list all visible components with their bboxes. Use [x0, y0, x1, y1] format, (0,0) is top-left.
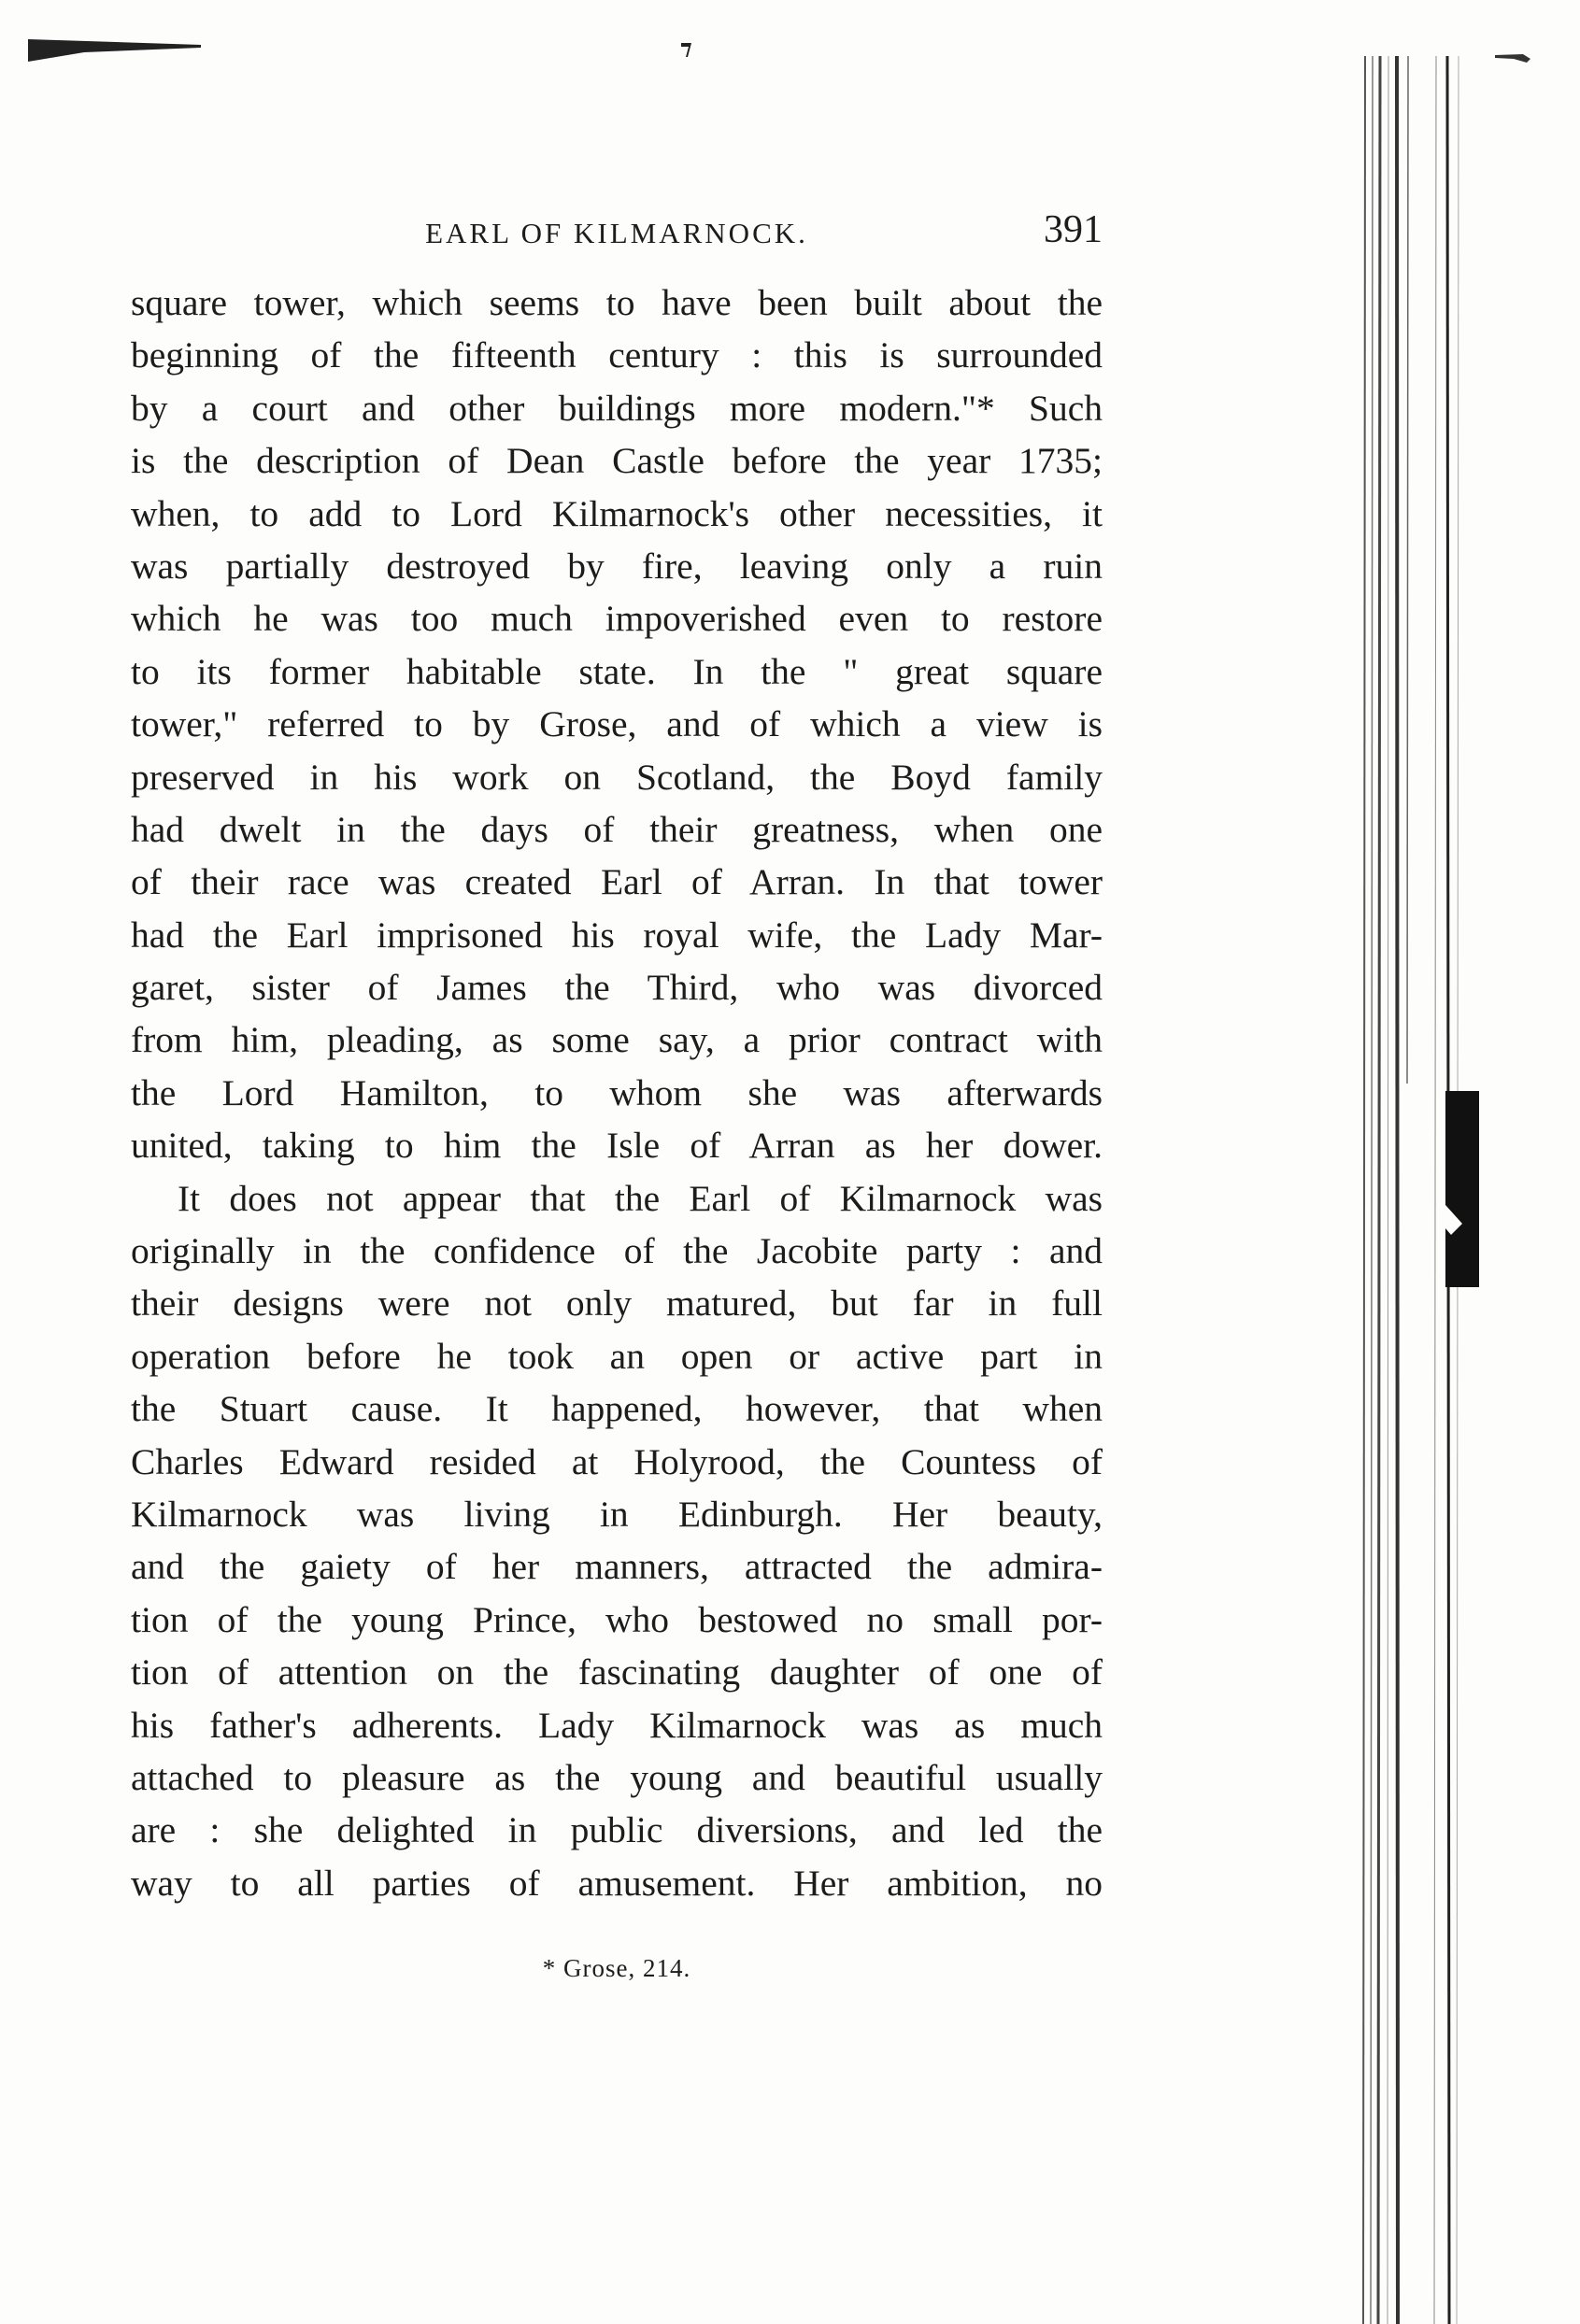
body-text [131, 276, 1103, 1909]
text-line: was partially destroyed by fire, leaving only a ruin [131, 545, 1103, 587]
text-line: It does not appear that the Earl of Kilmarnock was [178, 1177, 1103, 1219]
footnote: * Grose, 214. [542, 1954, 691, 1982]
text-line: Charles Edward resided at Holyrood, the Countess of [131, 1440, 1103, 1482]
text-line: attached to pleasure as the young and beautiful usually [131, 1756, 1103, 1798]
text-line: of their race was created Earl of Arran. In that tower [131, 861, 1103, 903]
scan-mark-top-left [28, 37, 201, 64]
text-line: united, taking to him the Isle of Arran as her dower. [131, 1125, 1103, 1167]
text-line: tion of attention on the fascinating daughter of one of [131, 1651, 1103, 1693]
binding-gutter-shadow [1359, 56, 1580, 2324]
text-line: tower," referred to by Grose, and of which a view is [131, 703, 1103, 745]
text-line: preserved in his work on Scotland, the Boyd family [131, 756, 1103, 798]
text-line: garet, sister of James the Third, who was divorced [131, 967, 1103, 1009]
text-line: way to all parties of amusement. Her ambition, no [131, 1862, 1103, 1904]
text-line: from him, pleading, as some say, a prior contract with [131, 1019, 1103, 1061]
text-line: tion of the young Prince, who bestowed no small por- [131, 1598, 1103, 1640]
running-head [131, 204, 1103, 260]
scan-mark-top-center [680, 41, 693, 58]
text-line: had dwelt in the days of their greatness, when one [131, 808, 1103, 850]
paragraph-1 [131, 276, 1103, 1172]
text-line: when, to add to Lord Kilmarnock's other necessities, it [131, 492, 1103, 534]
text-line: square tower, which seems to have been built about the [131, 282, 1103, 323]
page-number: 391 [1044, 208, 1103, 251]
text-line: beginning of the fifteenth century : this is surrounded [131, 334, 1103, 376]
text-line: their designs were not only matured, but far in full [131, 1282, 1103, 1325]
running-title: EARL OF KILMARNOCK. [425, 217, 808, 249]
text-line: is the description of Dean Castle before the year 1735; [131, 440, 1103, 482]
text-line: his father's adherents. Lady Kilmarnock was as much [131, 1704, 1103, 1746]
text-line: which he was too much impoverished even to restore [131, 598, 1103, 640]
text-line: Kilmarnock was living in Edinburgh. Her beauty, [131, 1493, 1103, 1535]
text-line: are : she delighted in public diversions, and led the [131, 1809, 1103, 1851]
text-line: originally in the confidence of the Jacobite party : and [131, 1230, 1103, 1272]
text-line: to its former habitable state. In the " great square [131, 650, 1103, 692]
text-line: the Lord Hamilton, to whom she was afterwards [131, 1071, 1103, 1113]
text-line: operation before he took an open or active part in [131, 1335, 1103, 1377]
paragraph-2 [131, 1172, 1103, 1909]
text-line: and the gaiety of her manners, attracted the admira- [131, 1546, 1103, 1588]
text-line: had the Earl imprisoned his royal wife, the Lady Mar- [131, 914, 1103, 956]
text-line: by a court and other buildings more modern."* Such [131, 387, 1103, 429]
text-line: the Stuart cause. It happened, however, that when [131, 1388, 1103, 1430]
